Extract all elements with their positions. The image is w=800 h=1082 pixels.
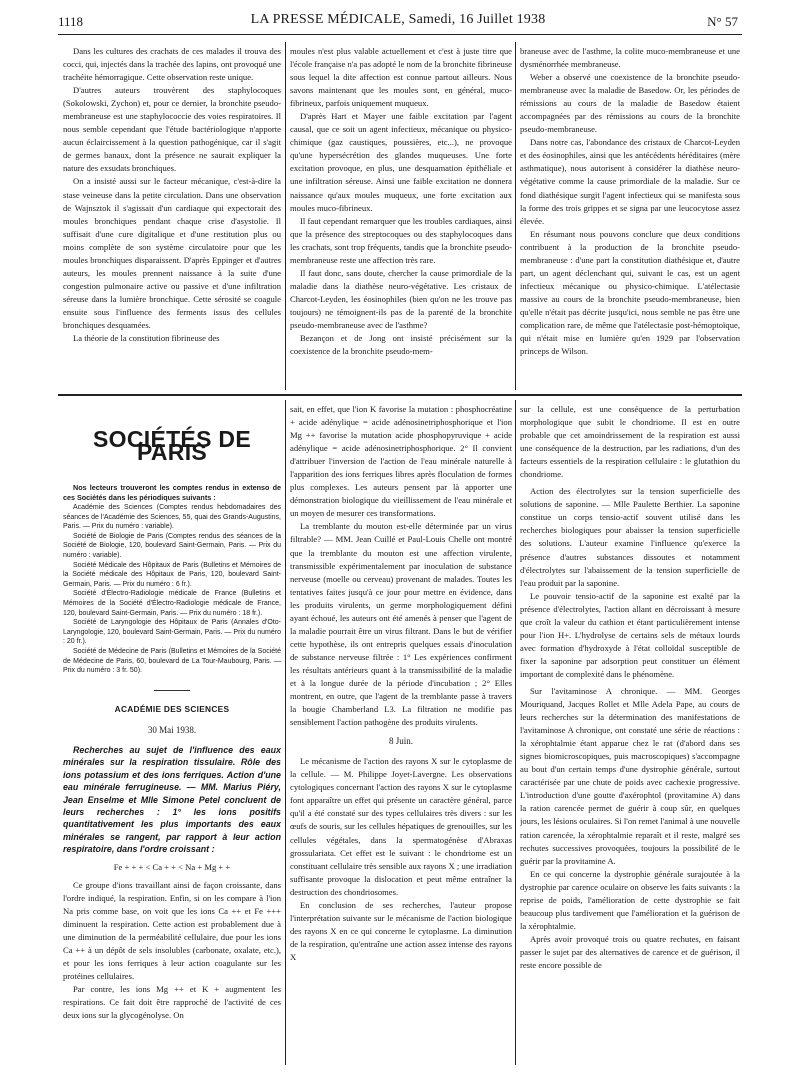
society-entry: Société de Biologie de Paris (Comptes rendus des séances de la Société de Biologie, 120, boulevard Saint-Germain, Paris. — Prix du numéro : variable).	[63, 532, 281, 560]
paragraph: sait, en effet, que l'ion K favorise la mutation : phosphocréatine + acide adénylique = acide adénosinetriphosphorique et l'ion Mg ++ favorise la mutation acide phosphopyruvique + acide adénylique = acide adénosinetriphosphorique. 2° Il convient d'attribuer l'inversion de l'action de l'eau minérale naturelle à l'apparition des ions ferriques libres après floculation de formes plus complexes. Les auteurs pensent par là apporter une démonstration biologique du vieillissement de l'eau minérale et un moyen de mesurer ces transformations.	[290, 404, 512, 519]
paragraph: moules n'est plus valable actuellement et c'est à juste titre que l'école française n'a pas adopté le nom de la bronchite fibrineuse sous lequel la dite affection est connue partout ailleurs. Nous savons maintenant que les moules sont, en général, muco-fibrineux, parfois uniquement muqueux.	[290, 46, 512, 109]
paragraph: En ce qui concerne la dystrophie générale surajoutée à la dystrophie par carence oculaire on observe les faits suivants : la reprise de poids, l'amélioration de cette dystrophie se fait beaucoup plus tardivement que l'amélioration et la guérison de la xérophtalmie.	[520, 868, 740, 931]
paragraph: Le pouvoir tensio-actif de la saponine est exalté par la présence d'électrolytes, l'action allant en décroissant à mesure que croît la valeur du cathion et étant particulièrement intense pour l'ion H+. L'hydrolyse de certains sels de métaux lourds avec formation d'hydroxyde à l'état colloïdal susceptible de fixer la saponine par adsorption peut constituer un élément important de complexité dans le phénomène.	[520, 590, 740, 679]
ion-formula: Fe + + + < Ca + + < Na + Mg + +	[113, 861, 231, 872]
article-lead: Sur l'avitaminose A chronique. — MM. Georges Mouriquand, Jacques Rollet et Mlle Adela Pape, au cours de leurs recherches sur la détermination des manifestations de l'avitaminose A chronique, ont constaté une série de réactions : la xérophtalmie étant apparue chez le rat (d'abord dans ses signes biomicroscopiques, puis macroscopiques) s'accompagne au bout d'un certain temps d'une dystrophie générale, surtout caractérisée par une chute de poids avec cachexie progressive. L'introduction d'une goutte d'axérophtol (provitamine A) dans la ration carencée permet de guérir à coup sûr, en quelques jours, les lésions oculaires. Si l'on remet l'animal à une nouvelle ration carencée, la xérophtalmie reparaît et il reste, malgré ses rechutes successives provoquées, toujours la possibilité de le guérir par la provitamine A.	[520, 685, 740, 866]
paragraph: braneuse avec de l'asthme, la colite muco-membraneuse et une dysménorrhée membraneuse.	[520, 46, 740, 70]
column-divider	[285, 42, 286, 390]
issue-number: N° 57	[707, 14, 738, 29]
session-date: 8 Juin.	[388, 736, 413, 747]
society-entry: Académie des Sciences (Comptes rendus hebdomadaires des séances de l'Académie des Sciences, 55, quai des Grands-Augustins, Paris. — Prix du numéro : variable).	[63, 504, 281, 531]
society-entry: Société de Médecine de Paris (Bulletins et Mémoires de la Société de Médecine de Paris, 60, boulevard de La Tour-Maubourg, Paris. — Prix du numéro : 3 fr. 50).	[63, 648, 281, 675]
paragraph: En conclusion de ses recherches, l'auteur propose l'interprétation suivante sur le mécanisme de l'action biologique des rayons X en ce qui concerne le cytoplasme. La diminution de la respiration, qu'entraîne une action assez intense des rayons X	[290, 899, 512, 962]
paragraph: La théorie de la constitution fibrineuse des	[73, 333, 220, 344]
column-4	[63, 403, 281, 1065]
article-lead: La tremblante du mouton est-elle déterminée par un virus filtrable? — MM. Jean Cuillé et Paul-Louis Chelle ont montré que la tremblante du mouton est une affection virulente, transmissible expérimentalement par inoculation de substance nerveuse (moelle ou cerveau) provenant de malades. Toutes les tentatives faites jusqu'à ce jour pour mettre en évidence, dans les produits virulents, un germe morphologiquement défini ayant échoué, les auteurs ont été amenés à penser que l'agent de la maladie pourrait être un virus filtrant. Dans le but de vérifier cette hypothèse, ils ont entrepris quelques essais d'inoculation de substance nerveuse filtrée : 1° Les expériences confirment les résultats antérieurs quant à la transmissibilité de la maladie et à la longue durée de la période d'incubation ; 2° Elles montrent, en outre, que l'agent de la tremblante passe à travers la bougie Chamberland L3. La filtration ne modifie pas sensiblement l'action pathogène des produits virulents.	[290, 521, 512, 728]
society-entry: Société d'Électro-Radiologie médicale de France (Bulletins et Mémoires de la Société d'Électro-Radiologie médicale de France, 120, boulevard Saint-Germain, Paris. — Prix du numéro : 18 fr.).	[63, 590, 281, 617]
intro-note: Nos lecteurs trouveront les comptes rendus in extenso de ces Sociétés dans les périodiques suivants :	[63, 483, 281, 503]
journal-title: LA PRESSE MÉDICALE, Samedi, 16 Juillet 1938	[250, 12, 546, 27]
paragraph: Dans les cultures des crachats de ces malades il trouva des cocci, qui, injectés dans la trachée des lapins, ont provoqué une trachéite hémorragique. Cette observation reste unique.	[63, 46, 281, 83]
society-entry: Société Médicale des Hôpitaux de Paris (Bulletins et Mémoires de la Société médicale des Hôpitaux de Paris, 120, boulevard Saint-Germain, Paris. — Prix du numéro : 6 fr.).	[63, 561, 281, 588]
paragraph: Il faut cependant remarquer que les troubles cardiaques, ainsi que la présence des streptocoques ou des staphylocoques dans les crachats, sont trop fréquents, tandis que la bronchite pseudo-membraneuse reste une affection très rare.	[290, 215, 512, 265]
paragraph: En résumant nous pouvons conclure que deux conditions contribuent à la production de la bronchite pseudo-membraneuse : d'une part la constitution diathésique et, d'autre part, un agent déclenchant qui, suivant le cas, est un agent infectieux mécanique ou physico-chimique. L'atélectasie massive au cours de la bronchite pseudo-membraneuse, bien qu'elle n'était pas décrite jusqu'ici, nous semble ne pas être une complication rare, de même que l'atélectasie post-hémoptoïque, qui n'était mise en lumière qu'en 1929 par l'observation princeps de Wilson.	[520, 228, 740, 357]
paragraph: Bezançon et de Jong ont insisté précisément sur la coexistence de la bronchite pseudo-mem-	[290, 333, 512, 357]
academy-heading: ACADÉMIE DES SCIENCES	[114, 703, 230, 714]
paragraph: Dans notre cas, l'abondance des cristaux de Charcot-Leyden et des éosinophiles, ainsi que les antécédents héréditaires (mère asthmatique), nous autorisent à considérer la diathèse neuro-végétative comme la cause primordiale de la maladie. Sur ce fond diathésique surgit l'agent infectieux qui se manifesta sous la forme des trois grippes et se signa par une leucocytose assez élevée.	[520, 137, 740, 226]
column-3	[520, 45, 740, 390]
paragraph: Après avoir provoqué trois ou quatre rechutes, en faisant passer le sujet par des alternatives de carence et de guérison, il reste encore possible de	[520, 933, 740, 970]
paragraph: sur la cellule, est une conséquence de la perturbation morphologique que subit le chondriome. Il est en outre probable que cet amoindrissement de la respiration est aussi une conséquence de la destruction, par les radiations, d'un des facteurs essentiels de la respiration cellulaire : le glutathion du chondriome.	[520, 404, 740, 480]
paragraph: Weber a observé une coexistence de la bronchite pseudo-membraneuse avec la maladie de Basedow. Or, les périodes de rémissions au cours de la maladie de Basedow étaient accompagnées par des rémissions au cours de la bronchite pseudo-membraneuse.	[520, 72, 740, 135]
short-divider	[154, 690, 190, 691]
section-separator	[58, 394, 742, 396]
paragraph: D'autres auteurs trouvèrent des staphylocoques (Sokolowski, Zychon) et, pour ce dernier, la bronchite pseudo-membraneuse est une staphylococcie des voies respiratoires. Il nous semble cependant que l'étude bactériologique n'apporte aucun éclaircissement à la question pathogénique, car il s'agit de germes banaux, dont la présence ne saurait expliquer la nature des exsudats bronchiques.	[63, 85, 281, 174]
column-5	[290, 403, 512, 1065]
column-divider	[515, 42, 516, 390]
paragraph: On a insisté aussi sur le facteur mécanique, c'est-à-dire la stase veineuse dans la petite circulation. Dans une observation de Wajnsztok il s'agissait d'un cardiaque qui expectorait des moules bronchiques pendant chaque crise d'asystolie. Il suffisait d'une cure digitalique et d'une restitution plus ou moins complète de son système circulatoire pour que les moules bronchiques disparaissent. D'après Eppinger et d'autres auteurs, les moules prennent naissance à la suite d'une congestion pulmonaire active ou passive et d'une infiltration séreuse dans la lumière bronchique. Cette sérosité se coagule ensuite sous l'influence des ferments issus des cellules bronchiques desquamées.	[63, 176, 281, 330]
society-entry: Société de Laryngologie des Hôpitaux de Paris (Annales d'Oto-Laryngologie, 120, boulevard Saint-Germain, Paris. — Prix du numéro : 20 fr.).	[63, 619, 281, 646]
paragraph: Il faut donc, sans doute, chercher la cause primordiale de la maladie dans la diathèse neuro-végétative. Les cristaux de Charcot-Leyden, les éosinophiles (bien qu'on ne les trouve pas toujours) ne témoignent-ils pas de la parenté de la bronchite pseudo-membraneuse avec de l'asthme?	[290, 267, 512, 330]
paragraph: Par contre, les ions Mg ++ et K + augmentent les respirations. Ce fait doit être rapproché de l'activité de ces deux ions sur la glycogénolyse. On	[63, 983, 281, 1021]
paragraph: D'après Hart et Mayer une faible excitation par l'agent causal, que ce soit un agent infectieux, mécanique ou physico-chimique (gaz caustiques, poussières, etc...), ne provoque qu'une hypersécrétion des glandes muqueuses. Une forte excitation provoque, en plus, une desquamation épithéliale et une infiltration séreuse. Ainsi une faible excitation ne donnera naissance qu'aux moules muqueux, une forte excitation aux moules muco-fibrineux.	[290, 111, 512, 213]
article-lead: Action des électrolytes sur la tension superficielle des solutions de saponine. — Mlle Paulette Berthier. La saponine constitue un corps tensio-actif souvent utilisé dans les recherches biologiques pour abaisser la tension superficielle des solutions. L'auteur examine l'influence qu'exerce la présence d'autres substances dissoutes et notamment d'électrolytes sur l'abaissement de la tension superficielle de l'eau produit par la saponine.	[520, 486, 740, 588]
column-2	[290, 45, 512, 390]
page-header	[58, 10, 738, 34]
paragraph: Ce groupe d'ions travaillant ainsi de façon croissante, dans l'ordre indiqué, la respiration. Enfin, si on les compare à l'ion Na pris comme base, on voit que les ions Ca ++ et Fe +++ diminuent la respiration. Cette action est probablement due à une diminution de la perméabilité cellulaire, due pour les ions Ca ++ à un dépôt de sels insolubles (carbonate, oxalate, etc.), et pour les ions ferriques à leur action coagulante sur les protéines cellulaires.	[63, 879, 281, 981]
page-number: 1118	[58, 14, 84, 29]
section-title: SOCIÉTÉS DE PARIS	[93, 426, 251, 466]
session-date: 30 Mai 1938.	[147, 724, 197, 735]
header-rule	[58, 34, 742, 35]
column-divider	[515, 400, 516, 1065]
column-divider	[285, 400, 286, 1065]
column-6	[520, 403, 740, 1065]
article-lead: Recherches au sujet de l'influence des eaux minérales sur la respiration tissulaire. Rôle des ions potassium et des ions ferriques. Action d'une eau minérale ferrugineuse. — MM. Marius Piéry, Jean Enselme et Mlle Simone Petel concluent de leurs recherches : 1° les ions positifs quantitativement les plus importants des eaux minérales se rangent, par rapport à leur action respiratoire, dans l'ordre croissant :	[63, 744, 281, 855]
article-lead: Le mécanisme de l'action des rayons X sur le cytoplasme de la cellule. — M. Philippe Joyet-Lavergne. Les observations cytologiques concernant l'action des rayons X sur le cytoplasme font apparaître un effet qui présente un caractère général, parce qu'il a été constaté sur des types cellulaires très divers : sur les œufs de souris, sur les cellules hépatiques de grenouilles, sur les cellules végétales, dans la spermatogénèse d'Abraxas grossulariata. Cet effet est le suivant : le chondriome est un constituant cellulaire très sensible aux rayons X ; une irradiation suffisante provoque la dislocation et peut même entraîner la destruction des chondriosomes.	[290, 756, 512, 897]
column-1	[63, 45, 281, 390]
